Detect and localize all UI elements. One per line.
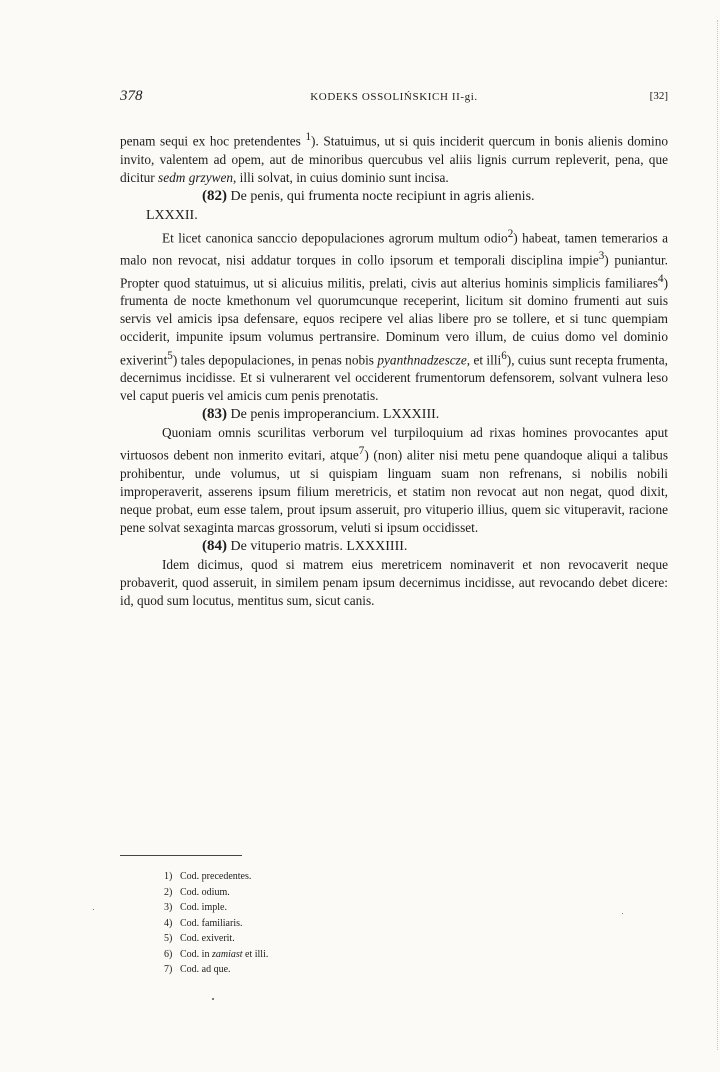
- polish-term: pyanthnadzescze: [377, 351, 467, 367]
- print-speck: [93, 909, 94, 910]
- print-speck: [212, 998, 214, 1000]
- footnote-ref: 4: [658, 272, 664, 285]
- section-heading-84: (84) De vituperio matris. LXXXIIII.: [202, 538, 408, 555]
- page-edge: [716, 20, 718, 1050]
- paragraph-intro: penam sequi ex hoc pretendentes $^1$). Statuimus, ut si quis inciderit quercum in bonis alienis domino invito, valentem ad opem, aut de minoribus quercubus vel aliis lignis currum repleverit, pena, que dicitur sedm grzywen, illi solvat, in cuius dominio sunt incisa.: [120, 131, 668, 185]
- footnote-ref: 2: [507, 227, 514, 240]
- running-header: [120, 88, 668, 108]
- footnote-1: 1) Cod. precedentes.: [164, 871, 252, 882]
- page-number: 378: [120, 88, 143, 104]
- footnote-7: 7) Cod. ad que.: [164, 964, 231, 975]
- section-heading-83: (83) De penis improperancium. LXXXIII.: [202, 406, 440, 423]
- paragraph-84: Idem dicimus, quod si matrem eius meretricem nominaverit et non revocaverit neque probaverit, quod asseruit, in similem penam ipsum decernimus incidisse, aut revocando debet dicere: id, quod sum locutus, mentitus sum, sicut canis.: [120, 557, 668, 609]
- footnote-ref: 5: [167, 349, 173, 362]
- footnote-4: 4) Cod. familiaris.: [164, 917, 243, 929]
- footnotes: [164, 869, 268, 978]
- paragraph-82: Et licet canonica sanccio depopulaciones agrorum multum odio$^2$) habeat, tamen temerarios a malo non revocat, nisi addatur torques in collo ipsorum et temporali disciplina impie$^3$) puniantur. Propter quod statuimus, ut si alicuius militis, prelati, civis aut alterius hominis simplicis familiares$^4$) frumenta de nocte kmethonum vel quorumcunque receperint, licitum sit domino frumenti aut suis servis vel amicis ipsa defensare, equos recipere vel alias libere pro se tollere, et si tunc quempiam occiderit, impunite ipsum volumus pertransire. Dominum vero illum, de cuius domo vel dominio exiverint$^5$) tales depopulaciones, in penas nobis pyanthnadzescze, et illi$^6$), cuius sunt recepta frumenta, decernimus incidisse. Et si vulnerarent vel occiderent frumentorum defensorem, solvant vulnera leso vel caput pueris vel amicis cum penis prenotatis.: [120, 227, 668, 404]
- footnote-3: 3) Cod. imple.: [164, 902, 227, 913]
- footnote-6: 6) Cod. in zamiast et illi.: [164, 948, 269, 960]
- footnote-2: 2) Cod. odium.: [164, 886, 230, 898]
- folio-mark: [32]: [649, 90, 668, 102]
- footnote-ref: 1: [305, 131, 312, 143]
- footnote-5: 5) Cod. exiverit.: [164, 933, 235, 944]
- footnote-rule: [120, 855, 242, 856]
- running-title: KODEKS OSSOLIŃSKICH II-gi.: [310, 91, 478, 103]
- polish-term: sedm grzywen: [158, 169, 234, 185]
- footnote-ref: 6: [501, 349, 507, 362]
- paragraph-83: Quoniam omnis scurilitas verborum vel turpiloquium ad rixas homines provocantes aput virtuosos debent non inmerito evitari, atque$^7$) (non) aliter nisi metu pene quandoque aliqui a talibus prohibentur, unde volumus, ut si quispiam linguam suam non refrenans, si nobilis nobili improperaverit, asserens ipsum filium meretricis, et statim non revocat aut non negat, quod dixit, neque probat, eum esse talem, prout ipsum asseruit, pro vituperio illius, quem sic vituperavit, racione pene solvat sexaginta marcas grossorum, veluti si ipsum occidisset.: [120, 425, 669, 536]
- main-text: [120, 128, 668, 611]
- footnote-ref: 3: [598, 250, 605, 263]
- section-heading-82: (82) De penis, qui frumenta nocte recipiunt in agris alienis. LXXXII.: [146, 187, 535, 223]
- print-speck: [622, 913, 623, 914]
- footnote-ref: 7: [358, 445, 365, 458]
